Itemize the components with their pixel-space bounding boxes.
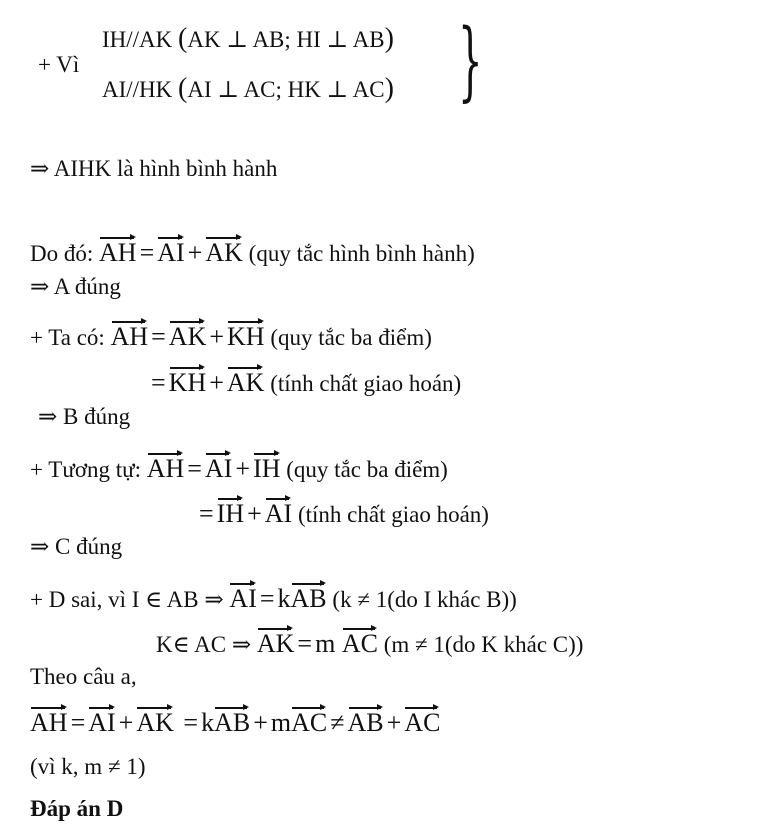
final-equation: AH = AI + AK = kAB + mAC ≠ AB + AC: [30, 704, 440, 739]
line-tuong-tu: + Tương tự: AH = AI + IH (quy tắc ba điểm): [30, 450, 448, 485]
line-do-do: Do đó: AH = AI + AK (quy tắc hình bình hành): [30, 234, 475, 269]
condition-line-1: IH//AK (AK ⊥ AB; HI ⊥ AB): [102, 23, 394, 54]
conclusion-c: ⇒ C đúng: [30, 534, 123, 559]
conclusion-b: ⇒ B đúng: [38, 404, 131, 429]
conclusion-a: ⇒ A đúng: [30, 274, 121, 299]
right-brace: }: [458, 11, 483, 111]
line-k-in-ac: K∈ AC ⇒ AK = m AC (m ≠ 1(do K khác C)): [156, 625, 583, 660]
line-vi-k-m: (vì k, m ≠ 1): [30, 754, 146, 779]
because-label: + Vì: [38, 52, 80, 77]
line-theo-cau-a: Theo câu a,: [30, 664, 137, 689]
line-commutative-2: = IH + AI (tính chất giao hoán): [196, 495, 489, 530]
answer-d: Đáp án D: [30, 796, 124, 821]
line-d-false: + D sai, vì I ∈ AB ⇒ AI = kAB (k ≠ 1(do I khác B)): [30, 580, 517, 615]
conclusion-parallelogram: ⇒ AIHK là hình bình hành: [30, 156, 278, 181]
condition-line-2: AI//HK (AI ⊥ AC; HK ⊥ AC): [102, 73, 394, 104]
line-ta-co: + Ta có: AH = AK + KH (quy tắc ba điểm): [30, 318, 432, 353]
line-commutative-1: = KH + AK (tính chất giao hoán): [148, 364, 461, 399]
